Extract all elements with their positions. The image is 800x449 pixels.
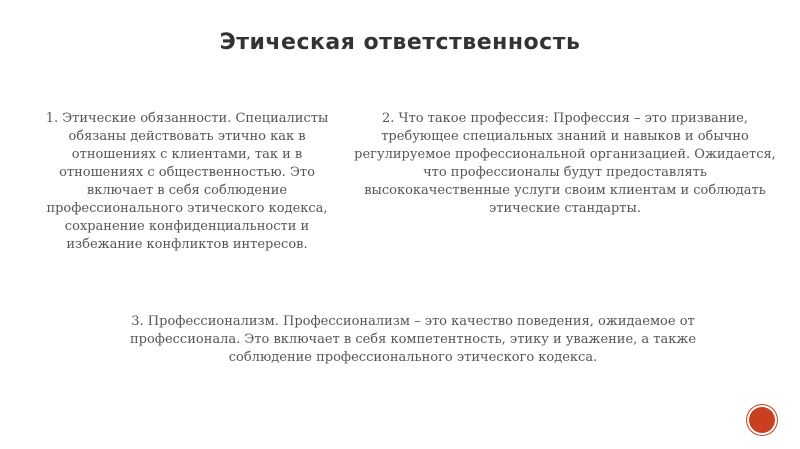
paragraph-professionalism: 3. Профессионализм. Профессионализм – это качество поведения, ожидаемое от профессионала. Это включает в себя компетентность, этику и уважение, а также соблюдение профессионального этического кодекса. — [129, 314, 697, 365]
paragraph-what-is-profession: 2. Что такое профессия: Профессия – это призвание, требующее специальных знаний и навыков и обычно регулируемое профессиональной организацией. Ожидается, что профессионалы будут предоставлять высококачественные услуги своим клиентам и соблюдать этические стандарты. — [354, 111, 776, 216]
slide-title: Этическая ответственность — [219, 30, 581, 55]
circle-next-icon[interactable] — [749, 407, 775, 433]
paragraph-ethical-duties: 1. Этические обязанности. Специалисты обязаны действовать этично как в отношениях с клиентами, так и в отношениях с общественностью. Это включает в себя соблюдение профессионального этического кодекса, сохранение конфиденциальности и избежание конфликтов интересов. — [45, 111, 329, 252]
